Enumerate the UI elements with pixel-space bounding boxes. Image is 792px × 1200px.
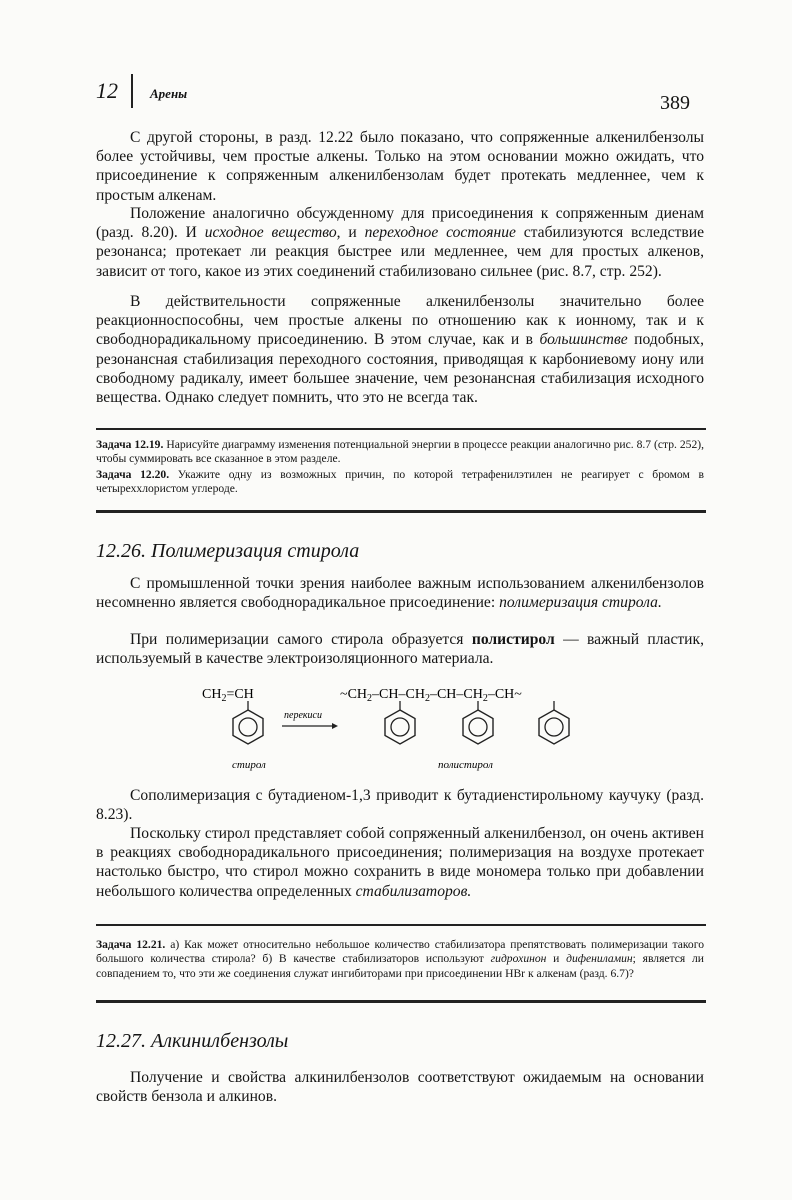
paragraph-1 <box>96 128 704 205</box>
divider-rule-thick <box>96 510 706 513</box>
section-1-paragraph-3 <box>96 786 704 824</box>
polymerization-scheme <box>200 684 620 774</box>
header-divider <box>131 74 133 108</box>
section-1-paragraph-3-text: Сополимеризация с бутадиеном-1,3 приводит к бутадиенстирольному каучуку (разд. 8.23). <box>96 787 704 824</box>
divider-rule <box>96 428 706 430</box>
divider-rule-thick <box>96 1000 706 1003</box>
emphasis-majority: большинстве <box>539 331 628 349</box>
paragraph-2-text-c: стабилизуются вследствие резонанса; протекает ли реакция быстрее или медленнее, чем для простых алкенов, зависит от того, какое из этих соединений стабилизовано сильнее (рис. 8.7, стр. 252). <box>96 224 704 280</box>
section-2-paragraph-1-text: Получение и свойства алкинилбензолов соответствуют ожидаемым на основании свойств бензола и алкинов. <box>96 1069 704 1106</box>
section-1-paragraph-1-text: С промышленной точки зрения наиболее важным использованием алкенилбензолов несомненно является свободнорадикальное присоединение: <box>96 575 704 612</box>
emphasis-initial-substance: исходное вещество <box>204 224 337 242</box>
section-1-paragraph-4-text: Поскольку стирол представляет собой сопряженный алкенилбензол, он очень активен в реакциях свободнорадикального присоединения; полимеризация на воздухе протекает настолько быстро, что стирол можно сохранить в виде мономера только при добавлении небольшого количества определенных <box>96 825 704 900</box>
problem-label: Задача 12.21. <box>96 938 166 951</box>
paragraph-2 <box>96 204 704 281</box>
section-1-paragraph-2-text-a: При полимеризации самого стирола образуется <box>130 631 472 648</box>
chapter-number: 12 <box>96 78 118 103</box>
benzene-ring-icon <box>233 710 263 744</box>
problem-label: Задача 12.20. <box>96 468 170 481</box>
paragraph-3 <box>96 292 704 407</box>
paragraph-2-text-b: , и <box>336 224 365 242</box>
problem-text: Нарисуйте диаграмму изменения потенциальной энергии в процессе реакции аналогично рис. 8.7 (стр. 252), чтобы суммировать все сказанное в этом разделе. <box>96 438 705 466</box>
problem-12-19 <box>96 438 704 467</box>
paragraph-3-text-a: В действительности сопряженные алкенилбензолы значительно более реакционноспособны, чем простые алкены по отношению как к ионному, так и к свободнорадикальному присоединению. В этом случае, как и в <box>96 293 704 349</box>
emphasis-diphenylamine: дифениламин <box>566 952 633 966</box>
section-1-paragraph-2-text-b: — важный пластик, используемый в качестве электроизоляционного материала. <box>96 631 705 668</box>
paragraph-3-text-b: подобных, резонансная стабилизация переходного состояния, приводящая к карбониевому иону или свободному радикалу, имеет большее значение, чем резонансная стабилизация исходного вещества. Однако следует помнить, что это не всегда так. <box>96 331 704 407</box>
term-polystyrene: полистирол <box>471 631 555 648</box>
emphasis-transition-state: переходное состояние <box>364 224 516 242</box>
reactant-formula: $CH_2=CH$ <box>202 687 254 704</box>
emphasis-stabilizers: стабилизаторов. <box>355 882 472 900</box>
problem-text: Укажите одну из возможных причин, по которой тетрафенилэтилен не реагирует с бромом в четыреххлористом углероде. <box>96 468 704 496</box>
section-heading: 12.26. Полимеризация стирола <box>96 540 360 562</box>
reactant-name: стирол <box>232 759 266 771</box>
arrow-head-icon <box>332 723 338 729</box>
problem-text-end: ; является ли совпадением то, что эти же соединения служат ингибиторами при присоединении HBr к алкенам (разд. 6.7)? <box>96 952 704 980</box>
problem-label: Задача 12.19. <box>96 438 164 451</box>
benzene-ring-icon <box>539 710 569 744</box>
product-formula: $\sim CH_2-CH-CH_2-CH-CH_2-CH\sim$ <box>340 687 522 704</box>
product-name: полистирол <box>438 759 493 771</box>
section-1-paragraph-4 <box>96 824 704 901</box>
benzene-ring-icon <box>385 710 415 744</box>
emphasis-hydroquinone: гидрохинон <box>490 952 547 966</box>
problem-text: а) Как может относительно небольшое количество стабилизатора препятствовать полимеризации такого большого количества стирола? б) В качестве стабилизаторов используют <box>96 938 704 966</box>
emphasis-polymerization: полимеризация стирола. <box>499 594 662 612</box>
chapter-title: Арены <box>150 86 188 101</box>
section-1-paragraph-2 <box>96 630 704 668</box>
benzene-ring-icon <box>463 710 493 744</box>
paragraph-1-text: С другой стороны, в разд. 12.22 было показано, что сопряженные алкенилбензолы более устойчивы, чем простые алкены. Только на этом основании можно ожидать, что присоединение к сопряженным алкенилбензолам будет протекать медленнее, чем к простым алкенам. <box>96 129 704 204</box>
section-2-paragraph-1 <box>96 1068 704 1106</box>
divider-rule <box>96 924 706 926</box>
problem-12-21 <box>96 938 704 981</box>
paragraph-2-text-a: Положение аналогично обсужденному для присоединения к сопряженным диенам (разд. 8.20). И <box>96 205 704 242</box>
section-1-paragraph-1 <box>96 574 704 612</box>
problem-12-20 <box>96 468 704 497</box>
arrow-label: перекиси <box>284 710 322 721</box>
section-heading: 12.27. Алкинилбензолы <box>96 1030 289 1052</box>
problem-text-joiner: и <box>546 952 567 966</box>
page-number: 389 <box>660 92 690 114</box>
